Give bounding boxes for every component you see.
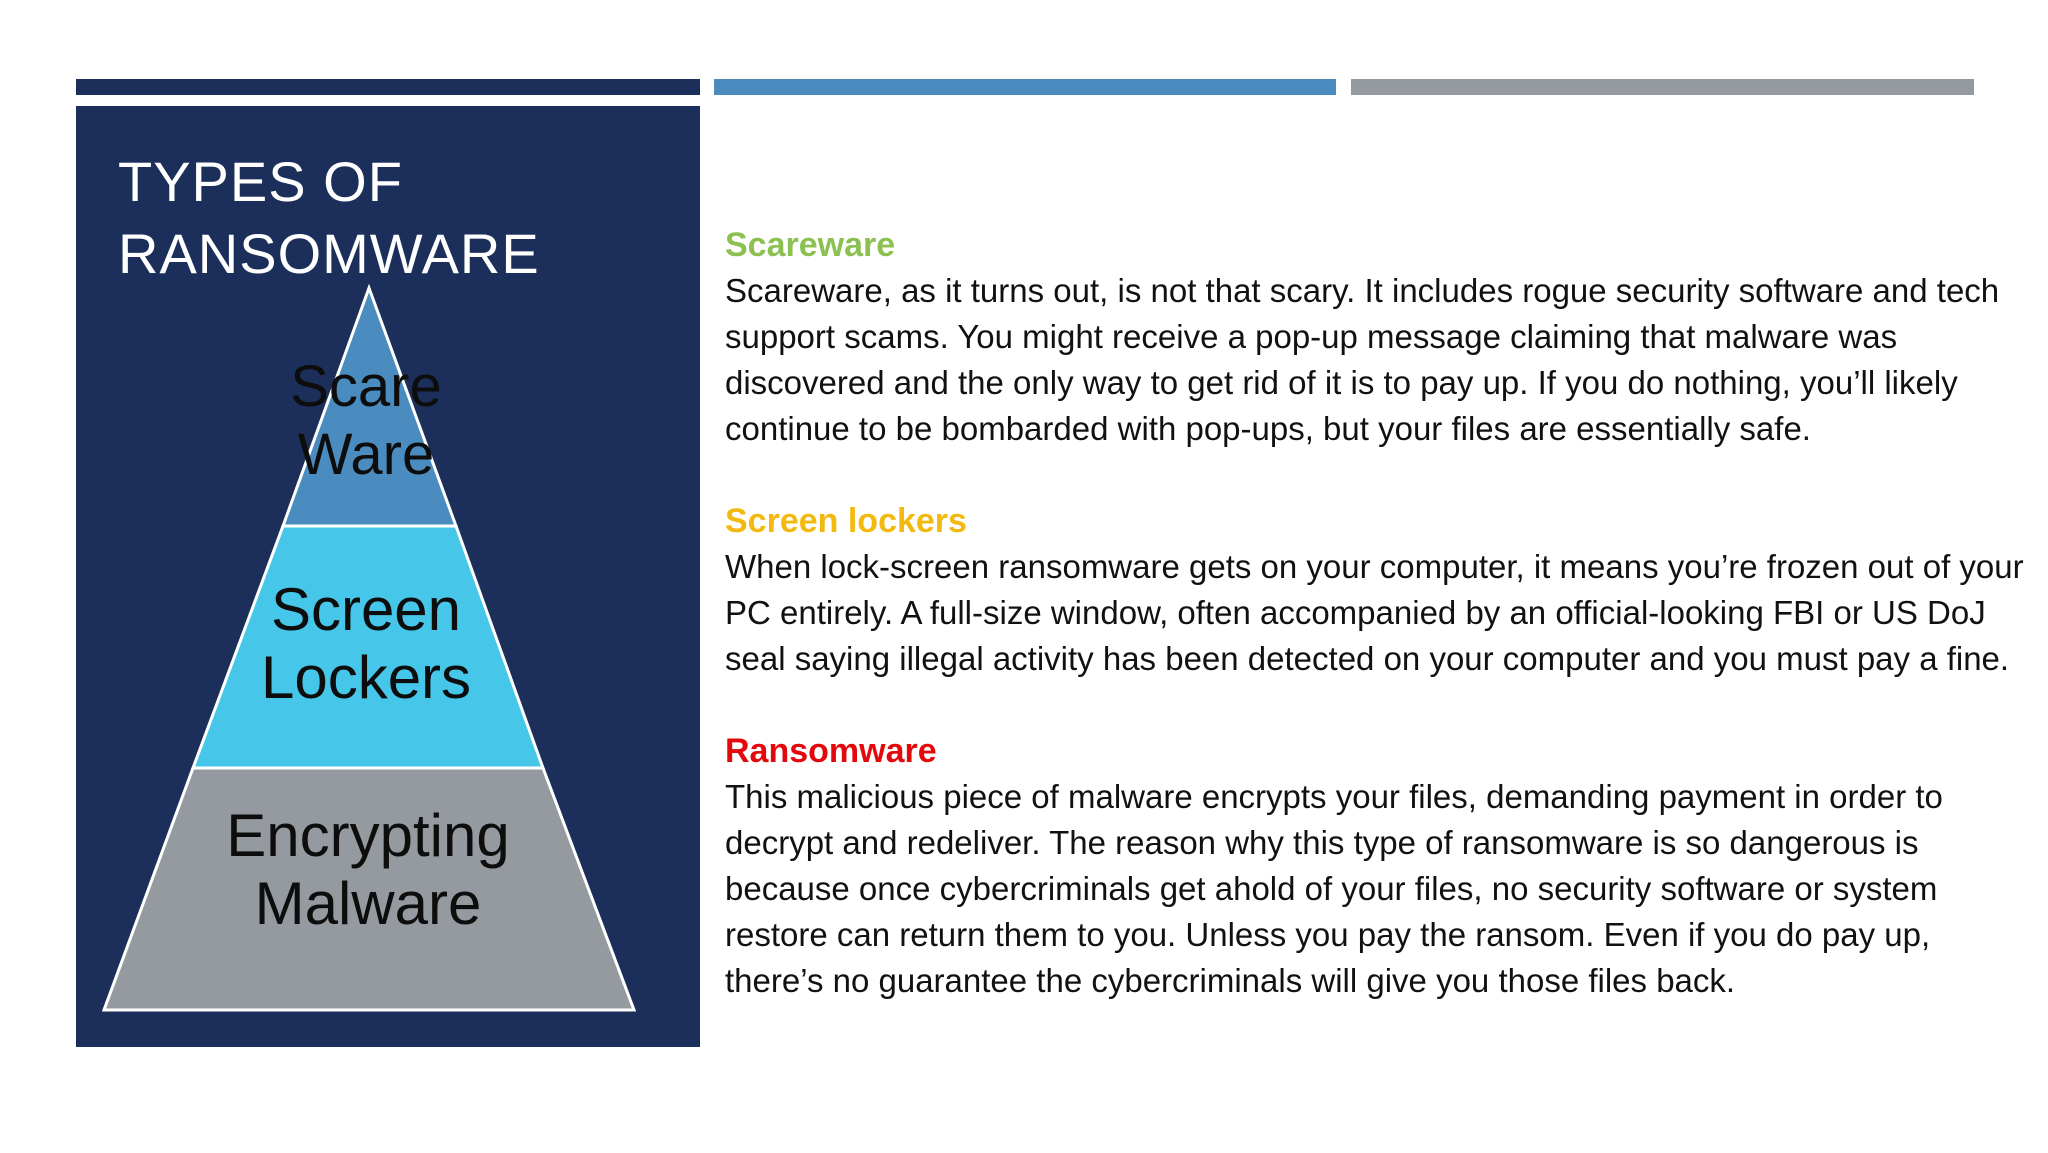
section-heading-ransomware: Ransomware xyxy=(725,732,937,770)
section-body-ransomware: This malicious piece of malware encrypts your files, demanding payment in order to decrypt and redeliver. The reason why this type of ransomware is so dangerous is because once cybercriminals get ahold of your files, no security software or system restore can return them to you. Unless you pay the ransom. Even if you do pay up, there’s no guarantee the cybercriminals will give you those files back. xyxy=(725,778,1943,999)
section-screen-lockers xyxy=(725,498,2025,682)
pyramid-label-lockers: Lockers xyxy=(260,644,472,711)
section-heading-screen-lockers: Screen lockers xyxy=(725,502,967,540)
slide-title-line1: TYPES OF xyxy=(118,150,403,213)
slide-title-line2: RANSOMWARE xyxy=(118,222,540,285)
top-bar-blue xyxy=(714,79,1336,95)
pyramid-label-scare: Scare xyxy=(290,354,442,419)
pyramid-label-malware: Malware xyxy=(254,870,482,937)
content-area xyxy=(725,222,2025,1050)
section-scareware xyxy=(725,222,2025,452)
section-ransomware xyxy=(725,728,2025,1004)
top-bar-gray xyxy=(1351,79,1974,95)
title-panel xyxy=(76,106,700,1047)
pyramid-label-ware: Ware xyxy=(297,422,435,487)
section-body-scareware: Scareware, as it turns out, is not that scary. It includes rogue security software and tech support scams. You might receive a pop-up message claiming that malware was discovered and the only way to get rid of it is to pay up. If you do nothing, you’ll likely continue to be bombarded with pop-ups, but your files are essentially safe. xyxy=(725,272,2000,447)
section-heading-scareware: Scareware xyxy=(725,226,896,264)
pyramid-label-screen: Screen xyxy=(270,576,462,643)
top-bar-dark xyxy=(76,79,700,95)
pyramid-label-encrypting: Encrypting xyxy=(226,802,510,869)
section-body-screen-lockers: When lock-screen ransomware gets on your computer, it means you’re frozen out of your PC entirely. A full-size window, often accompanied by an official-looking FBI or US DoJ seal saying illegal activity has been detected on your computer and you must pay a fine. xyxy=(725,548,2024,677)
ransomware-pyramid xyxy=(76,106,700,1047)
